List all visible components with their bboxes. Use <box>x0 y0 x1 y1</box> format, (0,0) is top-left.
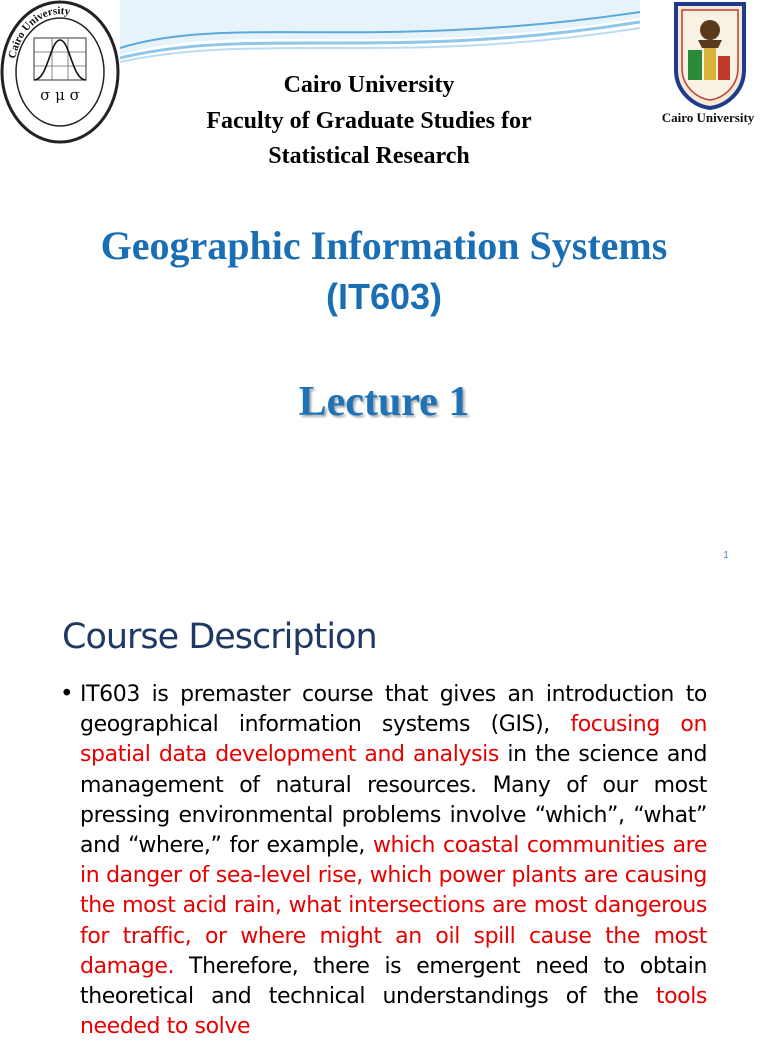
text-run: in the science and management of natural resources. Many of our most pressing environmental problems involve “which”, “what” and “where,” for example, <box>80 742 708 859</box>
logo-symbols: σ μ σ <box>40 86 80 104</box>
highlighted-text-run: focusing on spatial data development and analysis <box>80 712 707 768</box>
faculty-name-line2: Statistical Research <box>268 143 470 169</box>
highlighted-text-run: which coastal communities are in danger of sea-level rise, which power plants are causing the most acid rain, what intersections are most dangerous for traffic, or where might an oil spill cause the most damage. <box>80 833 707 979</box>
lecture-title: Lecture 1 <box>298 379 470 425</box>
text-run: Therefore, there is emergent need to obtain theoretical and technical understandings of the <box>80 953 707 1010</box>
university-name: Cairo University <box>283 72 455 98</box>
course-title: Geographic Information Systems <box>100 223 668 268</box>
bullet-marker: • <box>60 681 74 707</box>
text-run: IT603 is premaster course that gives an introduction to geographical information systems (GIS), <box>80 682 707 738</box>
crest-caption: Cairo University <box>661 110 755 125</box>
slide-page-number: 1 <box>723 550 729 561</box>
faculty-name-line1: Faculty of Graduate Studies for <box>206 108 532 134</box>
course-code: (IT603) <box>325 276 443 317</box>
section-heading: Course Description <box>62 617 377 657</box>
course-description-paragraph <box>80 680 707 1042</box>
slide-divider <box>0 576 768 592</box>
highlighted-text-run: tools needed to solve <box>80 984 707 1040</box>
logo-ring-text: Cairo University <box>6 4 72 60</box>
decorative-wave-banner <box>120 0 640 70</box>
